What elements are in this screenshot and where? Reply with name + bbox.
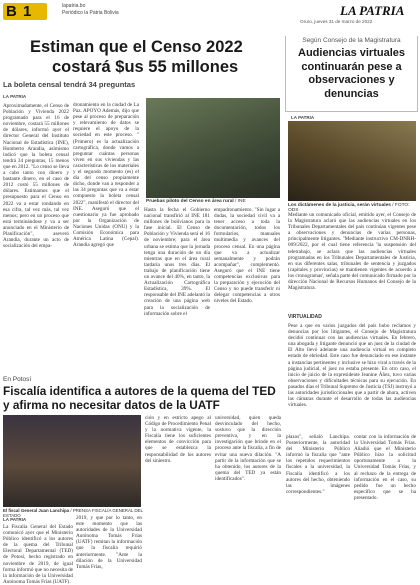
- article1-subtitle: La boleta censal tendrá 34 preguntas: [3, 80, 136, 89]
- article3-kicker: En Potosí: [3, 376, 32, 383]
- article1-col2: dronamiento en la ciudad de La Paz. APOYO Además, dijo que pese al proceso de preparación y relevamiento de datos se requiere el apoyo de la sociedad en este proceso. "(Primero) es la actualización cartográfica, donde vamos a preguntar cuántas personas viven en sus viviendas y las características de los materiales y el segundo momento (es) el día del censo propiamente dicho, donde van a responder a las 34 preguntas que va a estar compuesto la boleta censal 2022", manifestó el director del INE. Aseguró que el cuestionario ya fue aprobado por la Organización de Naciones Unidas (ONU) y la Comisión Económica para América Latina (Cepal). Arandia agregó que: [73, 102, 139, 249]
- article3-col6: contar con la información de la Universidad Tomás Frías. Añadió que el Ministerio Público hizo la solicitud oportunamente a la Universidad Tomás Frías, y al rechazo de la entrega de información en el caso, su pedido fue un hecho específico que se ha presentado.: [354, 434, 416, 501]
- article1-col1: Aproximadamente, el Censo de Población y Vivienda 2022 programado para el 16 de noviembre, costará 55 millones de dólares, informó ayer el director General del Instituto Nacional de Estadística (INE), Humberto Arandia, asimismo indicó que la boleta censal tendrá 34 preguntas, 15 menos que en 2012. "Lo censo se lleva a cabo tanto con dinero y bastante dinero, en el caso de 2012 costó 55 millones de dólares. Estimamos que el presupuesto para el Censo en 2022 va a estar rondando en esa cifra, tal vez más, tal vez menos; pero en un proceso que está terminándose y va a ser anunciado en el Ministerio de Planificación", aseveró Arandia, durante un acto de socialización del empa-: [3, 103, 69, 250]
- article3-source: LA PATRIA: [3, 517, 27, 522]
- article1-source: LA PATRIA: [3, 94, 27, 99]
- site-link[interactable]: lapatria.bo: [62, 3, 86, 9]
- article2-kicker: Según Consejo de la Magistratura: [302, 37, 401, 44]
- article3-col2: ción y en estricto apego al Código de Procedimiento Penal y la normativa vigente, la Fiscalía tiene los suficientes elementos de convicción para que se establezca la responsabilidad de los autores del siniestro.: [145, 415, 211, 464]
- social-handle[interactable]: Periódico la Patria Bolivia: [62, 10, 119, 16]
- article1-photo: [146, 98, 280, 198]
- article2-subhead: VIRTUALIDAD: [288, 314, 322, 320]
- article3-photo-caption: El fiscal General Juan Lanchipa / PRENSA FISCALÍA GENERAL DEL ESTADO: [3, 508, 143, 518]
- article3-col4: universidad, quien queda desvinculado del hecho, sostuvo que la dirección preventiva, y en la investigación que brinde en el proceso ante la fiscalía, a fin de evitar una nueva dilación. "A partir de la información que se ha obtenido, los autores de la quema del TED ya están identificados".: [215, 415, 281, 482]
- section-label: B 1: [6, 3, 33, 20]
- article2-photo-caption: Los dictámenes de la justicia, serán virtuales / FOTO: ODS: [288, 203, 410, 213]
- article3-col3: 2019, y que por lo tanto, en este momento que las autoridades de la Universidad Autónoma Tomás Frías (UATF) remitan la información que la fiscalía requirió anteriormente. "Ante la dilación de la Universidad Tomás Frías,: [76, 515, 142, 570]
- article1-col4: empadronamiento. "Sin lugar a dudas, la sociedad civil va a tener acceso a toda la documentación, todos los formularios, manuales multimedia y avances del proceso censal. En una página que va a actualizar semanalmente y podrán acompañar", complementó. Aseguró que el INE tiene competencias exclusivas para la preparación y ejecución del Censo y no puede transferir ni delegar competencias a otros niveles del Estado.: [214, 207, 280, 305]
- article3-title: Fiscalía identifica a autores de la quema del TED y afirma no necesitar datos de la UATF: [3, 384, 276, 412]
- article2-title: Audiencias virtuales continuarán pese a observaciones y denuncias: [298, 47, 405, 100]
- dateline: Oruro, jueves 31 de marzo de 2022: [300, 19, 373, 24]
- article3-col1: La Fiscalía General del Estado comunicó ayer que el Ministerio Público identificó a los autores de la quema del Tribunal Electoral Departamental (TED) de Potosí, hecho registrado en noviembre de 2019, de igual forma informó que no necesita de la información de la Universidad Autónoma Tomás Frías (UATF).: [3, 524, 73, 585]
- article2-body: Mediante un comunicado oficial, emitido ayer, el Consejo de la Magistratura aclaró que las audiencias virtuales en los Tribunales Departamentales del país continúan vigentes pese a observaciones y denuncias de varias personas, principalmente litigantes. "Mediante instructivo CM-DNRH-009/2022, por el cual tiene referencia 'la suspensión del teletrabajo, se aclara que las audiencias virtuales programadas en los Tribunales Departamentales de Justicia, en sus diferentes salas, tribunales de sentencia y juzgados (capitales y provincias) se mantienen vigentes de acuerdo a los cronogramas', señala parte del comunicado firmado por la dirección Nacional de Recursos Humanos del Consejo de la Magistratura.: [288, 212, 416, 292]
- article1-photo-caption: Pruebas piloto del Censo en área rural / INE: [146, 199, 246, 204]
- article3-photo: [3, 415, 141, 507]
- article1-title-line1: Estiman que el Censo 2022: [30, 38, 243, 56]
- article1-title-line2: costará $us 55 millones: [52, 58, 239, 76]
- article2-photo: [288, 121, 416, 201]
- article2-source: LA PATRIA: [291, 115, 315, 120]
- article1-col3: Hasta la fecha el Gobierno nacional transfirió al INE 181 millones de bolivianos para la fase inicial. El Censo de Población y Vivienda será el 16 de noviembre; para el área urbana se estima que la jornada tenga una duración de un día mientras que en el área rural tardaría unos tres días. El trabajo de planificación tiene un avance del 40%, en tanto, la Actualización Cartográfica Estadística, 39%. El responsable del INE adelantó la creación de una página web para la socialización de información sobre el: [144, 207, 210, 317]
- brand-logo: LA PATRIA: [340, 3, 405, 18]
- article2-body2: Pese a que en varios juzgados del país hubo reclamos y denuncias por los litigantes, el Consejo de Magistratura decidió continuar con las audiencias virtuales. En febrero, una abogada y litigante denunció que un juez de la ciudad de El Alto llevó adelante una audiencia virtual en completo estado de ebriedad. Este caso fue denunciado en ese instante a instancias pertinentes y inclusive se hizo viral a través de la página judicial, el juez no estaba presente. En otro caso, el inicio de juicio de la expresidente Jeanine Áñez, tuvo varias observaciones y dificultades técnicas para su ejecución. En pasados días el Tribunal Supremo de Justicia (TSJ) instruyó a las autoridades jurisdiccionales que a partir de ahora, activen las cámaras durante el desarrollo de todas las audiencias virtuales.: [288, 323, 416, 409]
- article3-col5: plazos", señaló Lanchipa. Posteriormente, la autoridad del Ministerio Público informó la fiscalía que "ante los repetidos requerimientos fiscales a la universidad, la Fiscalía identificó a los autores del hecho, obteniendo las imágenes correspondientes.": [286, 434, 350, 495]
